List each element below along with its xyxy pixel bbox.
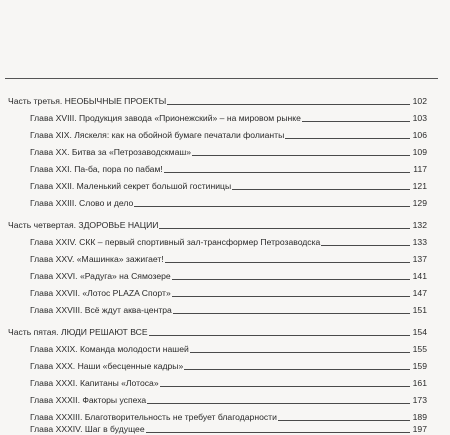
chapter-title: Глава XXV. «Машинка» зажигает!: [30, 254, 164, 264]
dot-leader: [146, 432, 410, 433]
dot-leader: [184, 369, 410, 370]
chapter-title: Глава XXXIV. Шаг в будущее: [30, 424, 145, 434]
dot-leader: [147, 403, 410, 404]
page-number: 133: [412, 237, 427, 247]
chapter-title: Глава XIX. Ляскеля: как на обойной бумаге печатали фолианты: [30, 130, 285, 140]
toc-part-entry[interactable]: [8, 327, 427, 337]
chapter-title: Глава XVIII. Продукция завода «Прионежский» – на мировом рынке: [30, 113, 301, 123]
chapter-title: Глава XXXIII. Благотворительность не требует благодарности: [30, 412, 277, 422]
toc-chapter-entry[interactable]: [30, 271, 427, 281]
dot-leader: [190, 352, 410, 353]
dot-leader: [149, 335, 410, 336]
toc-chapter-entry[interactable]: [30, 237, 427, 247]
page-number: 155: [412, 344, 427, 354]
page-number: 141: [412, 271, 427, 281]
page-number: 173: [412, 395, 427, 405]
page-number: 137: [412, 254, 427, 264]
chapter-title: Глава XXVI. «Радуга» на Сямозере: [30, 271, 171, 281]
part-title: Часть четвертая. ЗДОРОВЬЕ НАЦИИ: [8, 220, 159, 230]
toc-chapter-entry[interactable]: [30, 288, 427, 298]
page-number: 106: [412, 130, 427, 140]
page-number: 129: [412, 198, 427, 208]
chapter-title: Глава XXVIII. Всё ждут аква-центра: [30, 305, 172, 315]
page-number: 197: [412, 424, 427, 434]
part-title: Часть пятая. ЛЮДИ РЕШАЮТ ВСЕ: [8, 327, 148, 337]
toc-chapter-entry[interactable]: [30, 378, 427, 388]
chapter-title: Глава XXII. Маленький секрет большой гостиницы: [30, 181, 232, 191]
page-number: 132: [412, 220, 427, 230]
page-number: 121: [412, 181, 427, 191]
chapter-title: Глава XXIX. Команда молодости нашей: [30, 344, 189, 354]
chapter-title: Глава XXXI. Капитаны «Лотоса»: [30, 378, 159, 388]
chapter-title: Глава XXXII. Факторы успеха: [30, 395, 147, 405]
toc-chapter-entry[interactable]: [30, 254, 427, 264]
page-number: 147: [412, 288, 427, 298]
dot-leader: [232, 189, 410, 190]
dot-leader: [159, 228, 410, 229]
toc-chapter-entry[interactable]: [30, 147, 427, 157]
toc-chapter-entry[interactable]: [30, 181, 427, 191]
dot-leader: [165, 262, 410, 263]
part-title: Часть третья. НЕОБЫЧНЫЕ ПРОЕКТЫ: [8, 96, 167, 106]
chapter-title: Глава XXIV. СКК – первый спортивный зал-трансформер Петрозаводска: [30, 237, 321, 247]
page-number: 161: [412, 378, 427, 388]
toc-chapter-entry[interactable]: [30, 198, 427, 208]
dot-leader: [278, 420, 410, 421]
chapter-title: Глава XXIII. Слово и дело: [30, 198, 134, 208]
chapter-title: Глава XXI. Па-ба, пора по пабам!: [30, 164, 163, 174]
toc-chapter-entry[interactable]: [30, 424, 427, 434]
page-number: 109: [412, 147, 427, 157]
dot-leader: [160, 386, 410, 387]
toc-chapter-entry[interactable]: [30, 395, 427, 405]
toc-chapter-entry[interactable]: [30, 164, 427, 174]
chapter-title: Глава XXVII. «Лотос PLAZA Спорт»: [30, 288, 171, 298]
toc-part-entry[interactable]: [8, 220, 427, 230]
toc-chapter-entry[interactable]: [30, 130, 427, 140]
dot-leader: [172, 296, 410, 297]
toc-chapter-entry[interactable]: [30, 305, 427, 315]
page-number: 102: [412, 96, 427, 106]
page-number: 103: [412, 113, 427, 123]
dot-leader: [164, 172, 410, 173]
toc-chapter-entry[interactable]: [30, 361, 427, 371]
dot-leader: [173, 313, 410, 314]
toc-chapter-entry[interactable]: [30, 412, 427, 422]
chapter-title: Глава XXX. Наши «бесценные кадры»: [30, 361, 184, 371]
toc-part-entry[interactable]: [8, 96, 427, 106]
dot-leader: [167, 104, 410, 105]
page-number: 117: [413, 164, 427, 174]
page-number: 154: [412, 327, 427, 337]
dot-leader: [134, 206, 410, 207]
toc-chapter-entry[interactable]: [30, 344, 427, 354]
dot-leader: [172, 279, 410, 280]
dot-leader: [321, 245, 410, 246]
chapter-title: Глава XX. Битва за «Петрозаводскмаш»: [30, 147, 192, 157]
dot-leader: [302, 121, 410, 122]
page-number: 151: [412, 305, 427, 315]
page-number: 159: [412, 361, 427, 371]
toc-chapter-entry[interactable]: [30, 113, 427, 123]
dot-leader: [192, 155, 410, 156]
dot-leader: [285, 138, 410, 139]
page-number: 189: [412, 412, 427, 422]
